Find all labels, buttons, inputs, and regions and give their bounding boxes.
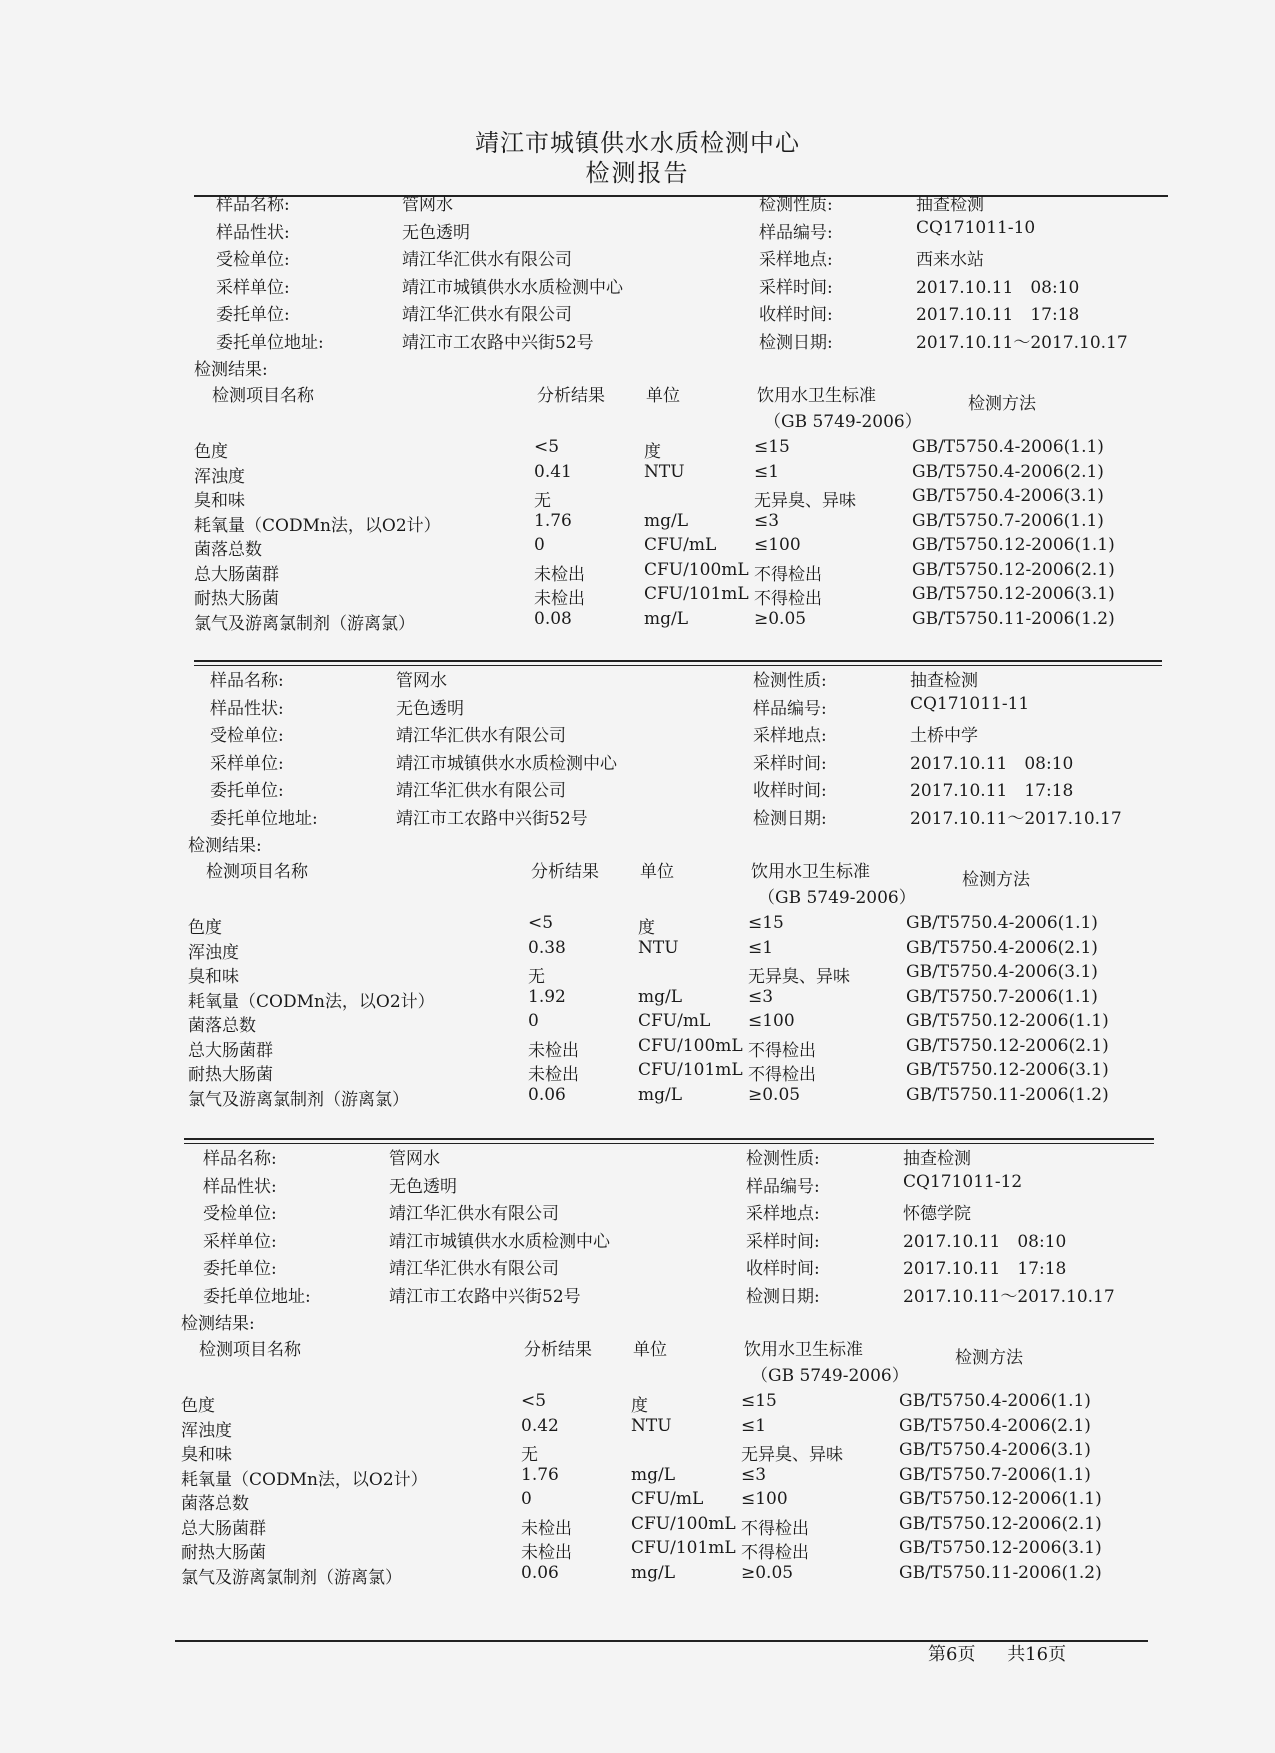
meta-row [194, 300, 1124, 328]
item-method: GB/T5750.4-2006(3.1) [906, 962, 1098, 982]
meta-value: 靖江华汇供水有限公司 [402, 250, 572, 270]
meta-value: 2017.10.11 17:18 [910, 781, 1074, 801]
item-result: 1.76 [521, 1464, 559, 1485]
col-standard-header: 饮用水卫生标准 [757, 386, 876, 406]
item-result: 无 [521, 1445, 538, 1465]
meta-value: 靖江市工农路中兴街52号 [402, 332, 594, 353]
item-name: 耗氧量（CODMn法，以O2计） [181, 1469, 428, 1490]
meta-label: 受检单位: [210, 726, 284, 746]
item-standard: ≤3 [754, 510, 780, 531]
item-result: 无 [528, 967, 545, 987]
item-name: 浑浊度 [194, 466, 245, 487]
item-standard: ≤3 [741, 1464, 767, 1485]
item-standard: 不得检出 [748, 1040, 816, 1061]
table-row [188, 1060, 1118, 1085]
table-row [181, 1465, 1111, 1490]
col-standard-ref: （GB 5749-2006） [751, 1366, 909, 1386]
table-row [181, 1538, 1111, 1563]
col-standard-header: 饮用水卫生标准 [744, 1340, 863, 1360]
meta-label: 委托单位: [216, 305, 290, 325]
item-name: 氯气及游离氯制剂（游离氯） [188, 1089, 409, 1110]
meta-row [188, 666, 1118, 694]
item-result: 0.06 [521, 1562, 559, 1583]
item-standard: ≤1 [741, 1415, 767, 1436]
meta-label: 检测日期: [759, 332, 833, 353]
meta-row [181, 1227, 1111, 1255]
meta-label: 采样地点: [746, 1204, 820, 1224]
item-name: 浑浊度 [188, 942, 239, 963]
meta-value: 无色透明 [402, 222, 470, 243]
item-standard: ≤15 [754, 437, 790, 457]
col-standard-ref: （GB 5749-2006） [764, 412, 922, 432]
meta-value: 靖江市城镇供水水质检测中心 [402, 277, 623, 298]
item-unit: CFU/100mL [631, 1513, 736, 1534]
meta-label: 样品编号: [753, 698, 827, 719]
col-result-header: 分析结果 [531, 862, 599, 882]
meta-label: 委托单位地址: [216, 332, 324, 353]
meta-value: 靖江市工农路中兴街52号 [389, 1286, 581, 1307]
meta-label: 委托单位地址: [203, 1286, 311, 1307]
page-footer [928, 1640, 1092, 1666]
meta-label: 检测性质: [759, 195, 833, 215]
meta-label: 样品性状: [203, 1176, 277, 1197]
item-name: 耗氧量（CODMn法，以O2计） [188, 991, 435, 1012]
meta-label: 检测性质: [753, 671, 827, 691]
meta-value: 靖江华汇供水有限公司 [396, 781, 566, 801]
item-name: 色度 [188, 918, 222, 938]
item-name: 菌落总数 [188, 1016, 256, 1036]
item-method: GB/T5750.4-2006(2.1) [912, 461, 1104, 482]
item-method: GB/T5750.11-2006(1.2) [899, 1562, 1102, 1583]
meta-value: 管网水 [396, 671, 447, 691]
item-name: 氯气及游离氯制剂（游离氯） [194, 613, 415, 634]
meta-label: 采样单位: [210, 753, 284, 774]
results-label: 检测结果: [188, 836, 262, 856]
item-standard: ≥0.05 [748, 1084, 801, 1105]
item-result: <5 [534, 437, 560, 457]
meta-label: 样品名称: [216, 195, 290, 215]
item-name: 臭和味 [188, 967, 239, 987]
item-standard: 无异臭、异味 [741, 1445, 843, 1465]
item-name: 菌落总数 [194, 540, 262, 560]
item-result: 1.92 [528, 986, 566, 1007]
item-standard: ≥0.05 [754, 608, 807, 629]
report-title: 检测报告 [585, 159, 690, 187]
table-row [194, 560, 1124, 585]
meta-value: 靖江市城镇供水水质检测中心 [396, 753, 617, 774]
meta-row [188, 749, 1118, 777]
item-result: 未检出 [521, 1543, 572, 1563]
meta-value: 靖江华汇供水有限公司 [402, 305, 572, 325]
item-result: <5 [528, 913, 554, 933]
col-standard-header: 饮用水卫生标准 [751, 862, 870, 882]
meta-row [181, 1199, 1111, 1227]
table-row [181, 1440, 1111, 1465]
meta-label: 样品编号: [759, 222, 833, 243]
item-standard: 不得检出 [754, 564, 822, 585]
item-method: GB/T5750.4-2006(1.1) [899, 1391, 1091, 1411]
results-heading [188, 831, 1118, 857]
meta-label: 采样时间: [759, 277, 833, 298]
item-result: 1.76 [534, 510, 572, 531]
table-row [194, 609, 1124, 634]
item-method: GB/T5750.7-2006(1.1) [912, 510, 1104, 531]
meta-label: 采样地点: [759, 250, 833, 270]
meta-value: 2017.10.11 17:18 [903, 1259, 1067, 1279]
table-row [194, 462, 1124, 487]
table-row [181, 1391, 1111, 1416]
page-total: 共16页 [1007, 1644, 1067, 1665]
sample-section [188, 666, 1122, 1110]
item-method: GB/T5750.12-2006(2.1) [906, 1035, 1109, 1056]
item-standard: ≤15 [741, 1391, 777, 1411]
item-method: GB/T5750.4-2006(3.1) [899, 1440, 1091, 1460]
meta-label: 检测日期: [746, 1286, 820, 1307]
col-method-header: 检测方法 [962, 870, 1030, 890]
table-row [188, 962, 1118, 987]
meta-label: 收样时间: [753, 781, 827, 801]
meta-label: 收样时间: [746, 1259, 820, 1279]
meta-value: 管网水 [389, 1149, 440, 1169]
meta-row [194, 328, 1128, 356]
item-unit: CFU/101mL [638, 1060, 743, 1080]
results-heading [181, 1309, 1111, 1335]
item-standard: ≤1 [748, 937, 774, 958]
item-unit: NTU [644, 461, 685, 482]
col-result-header: 分析结果 [537, 386, 605, 406]
meta-value: 靖江华汇供水有限公司 [389, 1259, 559, 1279]
col-name-header: 检测项目名称 [212, 386, 314, 406]
item-standard: ≤3 [748, 986, 774, 1007]
table-row [188, 1085, 1118, 1110]
meta-value: 2017.10.11～2017.10.17 [910, 808, 1122, 829]
table-header [194, 381, 1124, 437]
meta-value: 靖江华汇供水有限公司 [389, 1204, 559, 1224]
item-unit: CFU/100mL [644, 559, 749, 580]
col-name-header: 检测项目名称 [206, 862, 308, 882]
meta-value: 2017.10.11 17:18 [916, 305, 1080, 325]
item-method: GB/T5750.7-2006(1.1) [906, 986, 1098, 1007]
meta-label: 样品名称: [203, 1149, 277, 1169]
item-unit: CFU/mL [631, 1489, 704, 1509]
item-unit: mg/L [644, 510, 689, 531]
item-standard: 无异臭、异味 [748, 967, 850, 987]
meta-row [181, 1254, 1111, 1282]
meta-label: 采样地点: [753, 726, 827, 746]
meta-value: 2017.10.11 08:10 [910, 753, 1074, 774]
meta-label: 检测日期: [753, 808, 827, 829]
meta-value: 靖江华汇供水有限公司 [396, 726, 566, 746]
item-method: GB/T5750.12-2006(2.1) [912, 559, 1115, 580]
item-method: GB/T5750.12-2006(1.1) [912, 535, 1115, 555]
meta-value: 靖江市城镇供水水质检测中心 [389, 1231, 610, 1252]
item-method: GB/T5750.12-2006(2.1) [899, 1513, 1102, 1534]
meta-value: 怀德学院 [903, 1204, 971, 1224]
item-name: 臭和味 [181, 1445, 232, 1465]
meta-value: 2017.10.11～2017.10.17 [903, 1286, 1115, 1307]
item-name: 菌落总数 [181, 1494, 249, 1514]
item-name: 总大肠菌群 [181, 1518, 266, 1539]
item-unit: CFU/101mL [644, 584, 749, 604]
item-result: 未检出 [528, 1065, 579, 1085]
item-result: 未检出 [528, 1040, 579, 1061]
item-method: GB/T5750.12-2006(3.1) [899, 1538, 1102, 1558]
item-name: 总大肠菌群 [194, 564, 279, 585]
item-standard: ≤100 [754, 535, 801, 555]
col-method-header: 检测方法 [955, 1348, 1023, 1368]
item-standard: ≤15 [748, 913, 784, 933]
item-standard: 不得检出 [754, 589, 822, 609]
item-standard: ≥0.05 [741, 1562, 794, 1583]
item-result: 0 [534, 535, 545, 555]
item-unit: mg/L [631, 1464, 676, 1485]
item-name: 耐热大肠菌 [188, 1065, 273, 1085]
meta-value: 抽查检测 [910, 671, 978, 691]
item-name: 浑浊度 [181, 1420, 232, 1441]
table-row [188, 1011, 1118, 1036]
item-method: GB/T5750.12-2006(1.1) [899, 1489, 1102, 1509]
meta-value: 无色透明 [389, 1176, 457, 1197]
table-row [194, 535, 1124, 560]
section-divider [194, 660, 1162, 662]
item-result: 0.08 [534, 608, 572, 629]
table-row [188, 987, 1118, 1012]
meta-label: 采样时间: [753, 753, 827, 774]
item-unit: CFU/mL [644, 535, 717, 555]
results-heading [194, 355, 1124, 381]
meta-value: CQ171011-10 [916, 217, 1036, 238]
item-method: GB/T5750.4-2006(1.1) [912, 437, 1104, 457]
item-unit: NTU [638, 937, 679, 958]
table-row [194, 584, 1124, 609]
meta-row [194, 273, 1124, 301]
table-row [181, 1563, 1111, 1588]
col-unit-header: 单位 [646, 386, 680, 406]
item-name: 色度 [181, 1396, 215, 1416]
item-method: GB/T5750.12-2006(3.1) [906, 1060, 1109, 1080]
item-result: 无 [534, 491, 551, 511]
col-method-header: 检测方法 [968, 394, 1036, 414]
meta-value: CQ171011-12 [903, 1171, 1023, 1192]
item-standard: ≤1 [754, 461, 780, 482]
sample-section [181, 1144, 1115, 1588]
col-unit-header: 单位 [640, 862, 674, 882]
item-method: GB/T5750.4-2006(2.1) [906, 937, 1098, 958]
meta-label: 受检单位: [203, 1204, 277, 1224]
sample-section [194, 190, 1128, 634]
meta-row [194, 218, 1124, 246]
item-method: GB/T5750.12-2006(1.1) [906, 1011, 1109, 1031]
item-result: 0.06 [528, 1084, 566, 1105]
meta-label: 受检单位: [216, 250, 290, 270]
col-standard-ref: （GB 5749-2006） [758, 888, 916, 908]
meta-label: 样品编号: [746, 1176, 820, 1197]
meta-label: 委托单位地址: [210, 808, 318, 829]
meta-label: 采样时间: [746, 1231, 820, 1252]
meta-label: 样品性状: [210, 698, 284, 719]
meta-label: 采样单位: [203, 1231, 277, 1252]
table-header [181, 1335, 1111, 1391]
meta-value: 抽查检测 [916, 195, 984, 215]
meta-label: 委托单位: [210, 781, 284, 801]
item-unit: CFU/101mL [631, 1538, 736, 1558]
table-row [188, 913, 1118, 938]
results-label: 检测结果: [181, 1314, 255, 1334]
table-header [188, 857, 1118, 913]
item-name: 氯气及游离氯制剂（游离氯） [181, 1567, 402, 1588]
meta-row [188, 694, 1118, 722]
item-result: 未检出 [521, 1518, 572, 1539]
item-standard: 无异臭、异味 [754, 491, 856, 511]
col-result-header: 分析结果 [524, 1340, 592, 1360]
table-row [194, 437, 1124, 462]
meta-label: 样品性状: [216, 222, 290, 243]
item-name: 臭和味 [194, 491, 245, 511]
meta-value: 管网水 [402, 195, 453, 215]
meta-label: 采样单位: [216, 277, 290, 298]
item-method: GB/T5750.12-2006(3.1) [912, 584, 1115, 604]
item-unit: 度 [638, 918, 655, 938]
meta-row [194, 190, 1124, 218]
item-unit: 度 [644, 442, 661, 462]
item-name: 总大肠菌群 [188, 1040, 273, 1061]
item-method: GB/T5750.11-2006(1.2) [906, 1084, 1109, 1105]
item-result: 0.41 [534, 461, 572, 482]
item-method: GB/T5750.7-2006(1.1) [899, 1464, 1091, 1485]
item-result: 0 [528, 1011, 539, 1031]
item-result: 0 [521, 1489, 532, 1509]
item-unit: mg/L [631, 1562, 676, 1583]
meta-row [188, 804, 1122, 832]
meta-value: CQ171011-11 [910, 693, 1030, 714]
meta-label: 委托单位: [203, 1259, 277, 1279]
section-divider [184, 1138, 1154, 1140]
item-method: GB/T5750.11-2006(1.2) [912, 608, 1115, 629]
meta-row [188, 776, 1118, 804]
org-title: 靖江市城镇供水水质检测中心 [475, 129, 800, 157]
col-name-header: 检测项目名称 [199, 1340, 301, 1360]
meta-value: 2017.10.11 08:10 [916, 277, 1080, 298]
meta-row [188, 721, 1118, 749]
item-name: 色度 [194, 442, 228, 462]
item-unit: CFU/100mL [638, 1035, 743, 1056]
item-result: 未检出 [534, 564, 585, 585]
meta-value: 抽查检测 [903, 1149, 971, 1169]
meta-value: 西来水站 [916, 250, 984, 270]
item-unit: NTU [631, 1415, 672, 1436]
item-name: 耐热大肠菌 [194, 589, 279, 609]
meta-label: 收样时间: [759, 305, 833, 325]
table-row [181, 1489, 1111, 1514]
col-unit-header: 单位 [633, 1340, 667, 1360]
item-result: 未检出 [534, 589, 585, 609]
item-unit: CFU/mL [638, 1011, 711, 1031]
table-row [194, 486, 1124, 511]
item-unit: 度 [631, 1396, 648, 1416]
table-row [194, 511, 1124, 536]
item-method: GB/T5750.4-2006(3.1) [912, 486, 1104, 506]
item-standard: 不得检出 [741, 1543, 809, 1563]
meta-label: 检测性质: [746, 1149, 820, 1169]
meta-label: 样品名称: [210, 671, 284, 691]
item-result: <5 [521, 1391, 547, 1411]
table-row [188, 1036, 1118, 1061]
item-unit: mg/L [638, 986, 683, 1007]
table-row [188, 938, 1118, 963]
item-unit: mg/L [644, 608, 689, 629]
item-standard: ≤100 [741, 1489, 788, 1509]
meta-value: 2017.10.11～2017.10.17 [916, 332, 1128, 353]
report-header [0, 128, 1275, 188]
meta-value: 无色透明 [396, 698, 464, 719]
meta-row [181, 1282, 1115, 1310]
meta-row [181, 1144, 1111, 1172]
item-result: 0.42 [521, 1415, 559, 1436]
item-standard: ≤100 [748, 1011, 795, 1031]
item-name: 耗氧量（CODMn法，以O2计） [194, 515, 441, 536]
item-result: 0.38 [528, 937, 566, 958]
table-row [181, 1416, 1111, 1441]
item-name: 耐热大肠菌 [181, 1543, 266, 1563]
item-standard: 不得检出 [741, 1518, 809, 1539]
item-standard: 不得检出 [748, 1065, 816, 1085]
meta-row [181, 1172, 1111, 1200]
meta-row [194, 245, 1124, 273]
item-method: GB/T5750.4-2006(2.1) [899, 1415, 1091, 1436]
meta-value: 2017.10.11 08:10 [903, 1231, 1067, 1252]
page-number: 第6页 [928, 1644, 976, 1665]
item-unit: mg/L [638, 1084, 683, 1105]
meta-value: 土桥中学 [910, 726, 978, 746]
item-method: GB/T5750.4-2006(1.1) [906, 913, 1098, 933]
meta-value: 靖江市工农路中兴街52号 [396, 808, 588, 829]
table-row [181, 1514, 1111, 1539]
results-label: 检测结果: [194, 360, 268, 380]
